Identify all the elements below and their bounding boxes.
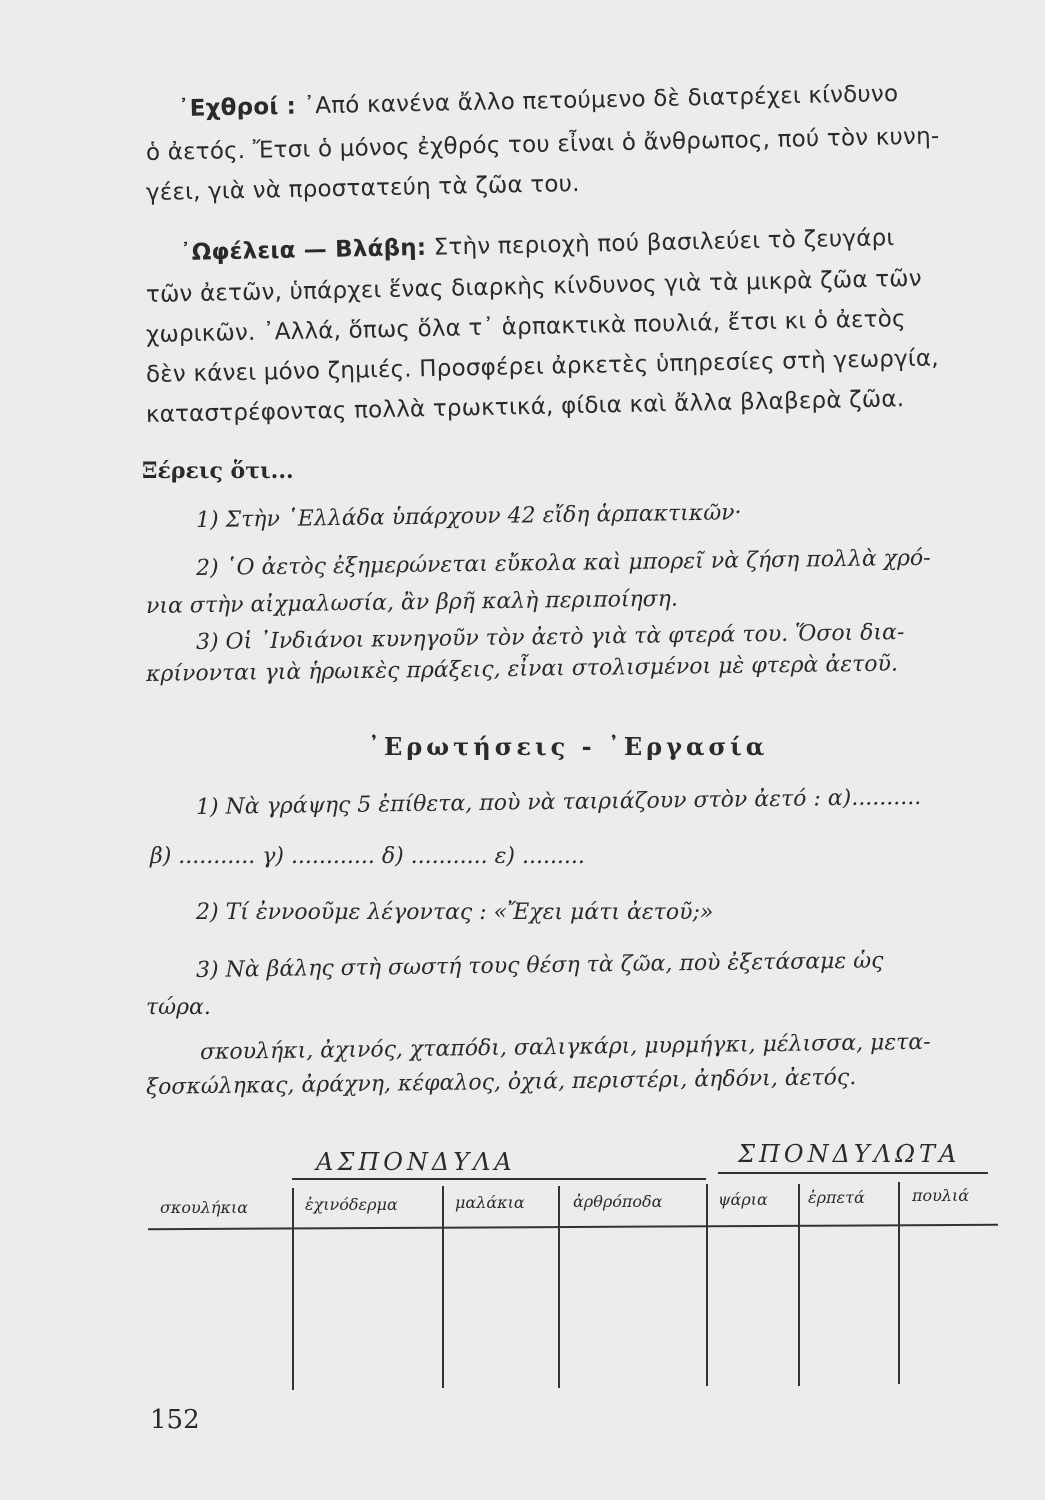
vertebrates-underline (718, 1172, 988, 1174)
enemies-line-1: ᾿Εχθροί : ᾿Από κανένα ἄλλο πετούμενο δὲ διατρέχει κίνδυνο (177, 80, 899, 122)
invertebrates-header: ΑΣΠΟΝΔΥΛΑ (316, 1148, 516, 1176)
invertebrates-underline (292, 1178, 706, 1180)
fact-1: 1) Στὴν ῾Ελλάδα ὑπάρχουν 42 εἴδη ἁρπακτικῶν· (195, 500, 742, 533)
table-divider-3 (558, 1186, 560, 1388)
facts-heading: Ξέρεις ὅτι... (142, 458, 294, 484)
table-divider-5 (798, 1184, 800, 1386)
table-header-rule (148, 1224, 998, 1230)
fact-2-line-2: νια στὴν αἰχμαλωσία, ἂν βρῆ καλὴ περιποίηση. (145, 586, 679, 619)
benefit-line-3: χωρικῶν. ᾿Αλλά, ὅπως ὅλα τ᾿ ἁρπακτικὰ πουλιά, ἔτσι κι ὁ ἀετὸς (145, 306, 906, 348)
column-arthropods: ἀρθρόποδα (573, 1192, 663, 1211)
column-worms: σκουλήκια (160, 1198, 249, 1217)
question-2: 2) Τί ἐννοοῦμε λέγοντας : «Ἔχει μάτι ἀετοῦ;» (196, 900, 714, 925)
table-divider-2 (442, 1186, 444, 1388)
fact-3-line-2: κρίνονται γιὰ ἡρωικὲς πράξεις, εἶναι στολισμένοι μὲ φτερὰ ἀετοῦ. (145, 651, 899, 687)
animals-line-1: σκουλήκι, ἀχινός, χταπόδι, σαλιγκάρι, μυρμήγκι, μέλισσα, μετα- (199, 1029, 931, 1065)
questions-heading: ᾿Ερωτήσεις - ᾿Εργασία (368, 732, 769, 761)
page-number: 152 (150, 1405, 200, 1435)
animals-line-2: ξοσκώληκας, ἀράχνη, κέφαλος, ὀχιά, περιστέρι, ἀηδόνι, ἀετός. (145, 1065, 857, 1100)
enemies-heading: ᾿Εχθροί : (177, 93, 297, 122)
question-1-line-1: 1) Νὰ γράψης 5 ἐπίθετα, ποὺ νὰ ταιριάζουν στὸν ἀετό : α).......... (195, 784, 922, 820)
column-fish: ψάρια (718, 1190, 768, 1209)
benefit-line-1: ᾿Ωφέλεια — Βλάβη: Στὴν περιοχὴ πού βασιλεύει τὸ ζευγάρι (179, 225, 895, 266)
enemies-line-2: ὁ ἀετός. Ἔτσι ὁ μόνος ἐχθρός του εἶναι ὁ ἄνθρωπος, πού τὸν κυνη- (145, 123, 940, 166)
benefit-line-2: τῶν ἀετῶν, ὑπάρχει ἕνας διαρκὴς κίνδυνος γιὰ τὰ μικρὰ ζῶα τῶν (145, 265, 923, 308)
column-molluscs: μαλάκια (455, 1193, 525, 1212)
enemies-line-3: γέει, γιὰ νὰ προστατεύη τὰ ζῶα του. (145, 170, 580, 206)
table-divider-1 (292, 1188, 294, 1390)
benefit-line-5: καταστρέφοντας πολλὰ τρωκτικά, φίδια καὶ ἄλλα βλαβερὰ ζῶα. (145, 386, 905, 428)
question-3-line-2: τώρα. (146, 995, 211, 1020)
column-birds: πουλιά (912, 1186, 970, 1205)
table-divider-6 (898, 1182, 900, 1384)
table-divider-4 (706, 1184, 708, 1386)
question-3-line-1: 3) Νὰ βάλης στὴ σωστή τους θέση τὰ ζῶα, ποὺ ἐξετάσαμε ὡς (195, 948, 884, 983)
fact-3-line-1: 3) Οἱ ᾿Ινδιάνοι κυνηγοῦν τὸν ἀετὸ γιὰ τὰ φτερά του. Ὅσοι δια- (195, 620, 905, 655)
vertebrates-header: ΣΠΟΝΔΥΛΩΤΑ (738, 1140, 961, 1168)
benefit-line-4: δὲν κάνει μόνο ζημιές. Προσφέρει ἀρκετὲς ὑπηρεσίες στὴ γεωργία, (145, 345, 940, 388)
column-echinoderms: ἐχινόδερμα (305, 1195, 398, 1214)
question-1-line-2: β) ........... γ) ............ δ) ........... ε) ......... (150, 844, 585, 869)
benefit-heading: ᾿Ωφέλεια — Βλάβη: (179, 234, 427, 266)
fact-2-line-1: 2) ῾Ο ἀετὸς ἐξημερώνεται εὔκολα καὶ μπορεῖ νὰ ζήση πολλὰ χρό- (195, 545, 931, 581)
column-reptiles: ἑρπετά (808, 1188, 865, 1207)
